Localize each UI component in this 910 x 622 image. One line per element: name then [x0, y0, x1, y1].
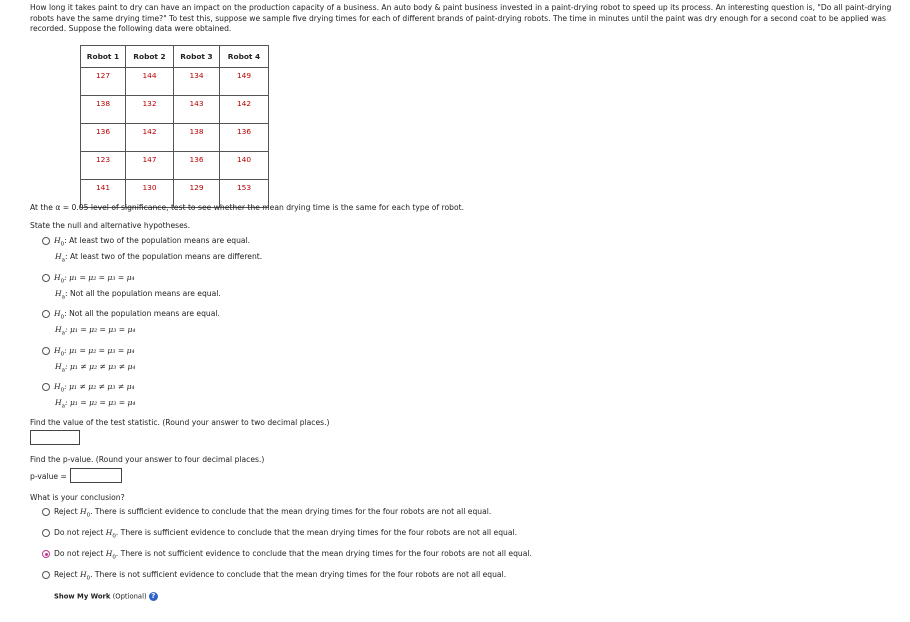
- pvalue-label: p-value =: [30, 472, 67, 481]
- table-cell: 142: [220, 96, 269, 124]
- pvalue-input[interactable]: [70, 468, 122, 483]
- table-row: [81, 124, 269, 152]
- radio-button[interactable]: [42, 529, 50, 537]
- table-cell: 138: [81, 96, 126, 124]
- hypotheses-prompt: State the null and alternative hypotheses.: [30, 221, 191, 230]
- table-cell: 136: [220, 124, 269, 152]
- table-cell: 147: [126, 152, 174, 180]
- table-row: [81, 96, 269, 124]
- table-cell: 138: [174, 124, 220, 152]
- radio-button[interactable]: [42, 310, 50, 318]
- table-cell: 143: [174, 96, 220, 124]
- radio-button[interactable]: [42, 508, 50, 516]
- table-cell: 130: [126, 180, 174, 208]
- hypothesis-option-5[interactable]: $H_0$: μ₁ ≠ μ₂ ≠ μ₃ ≠ μ₄ $H_a$: μ₁ = μ₂ = μ₃ = μ₄: [42, 381, 135, 412]
- hypothesis-option-3[interactable]: $H_0$: Not all the population means are equal. $H_a$: μ₁ = μ₂ = μ₃ = μ₄: [42, 308, 220, 339]
- table-cell: 136: [174, 152, 220, 180]
- table-cell: 127: [81, 68, 126, 96]
- show-my-work-link[interactable]: Show My Work (Optional) ?: [54, 592, 158, 601]
- table-cell: 136: [81, 124, 126, 152]
- hypothesis-option-2[interactable]: $H_0$: μ₁ = μ₂ = μ₃ = μ₄ $H_a$: Not all the population means are equal.: [42, 272, 221, 303]
- hypothesis-option-1[interactable]: $H_0$: At least two of the population means are equal. $H_a$: At least two of the population means are different.: [42, 235, 262, 266]
- radio-button[interactable]: [42, 347, 50, 355]
- table-cell: 149: [220, 68, 269, 96]
- problem-intro: How long it takes paint to dry can have an impact on the production capacity of a business. An auto body & paint business invested in a paint-drying robot to speed up its process. An interesting question is, "Do all paint-drying robots have the same drying time?" To test this, suppose we sample five drying times for each of different brands of paint-drying robots. The time in minutes until the paint was dry enough for a second coat to be applied was recorded. Suppose the following data were obtained.: [30, 3, 892, 33]
- conclusion-option-3[interactable]: Do not reject $H_0$. There is not sufficient evidence to conclude that the mean drying times for the four robots are not all equal.: [42, 549, 532, 561]
- header-robot-3: Robot 3: [174, 46, 220, 68]
- table-cell: 153: [220, 180, 269, 208]
- table-row: [81, 68, 269, 96]
- conclusion-option-1[interactable]: Reject $H_0$. There is sufficient evidence to conclude that the mean drying times for the four robots are not all equal.: [42, 507, 491, 519]
- test-stat-input[interactable]: [30, 430, 80, 445]
- radio-button[interactable]: [42, 237, 50, 245]
- conclusion-option-4[interactable]: Reject $H_0$. There is not sufficient evidence to conclude that the mean drying times for the four robots are not all equal.: [42, 570, 506, 582]
- table-cell: 140: [220, 152, 269, 180]
- conclusion-option-2[interactable]: Do not reject $H_0$. There is sufficient evidence to conclude that the mean drying times for the four robots are not all equal.: [42, 528, 517, 540]
- help-icon[interactable]: ?: [149, 592, 158, 601]
- radio-button-selected[interactable]: [42, 550, 50, 558]
- table-row: [81, 152, 269, 180]
- table-cell: 141: [81, 180, 126, 208]
- table-cell: 134: [174, 68, 220, 96]
- table-cell: 132: [126, 96, 174, 124]
- radio-button[interactable]: [42, 571, 50, 579]
- pvalue-prompt: Find the p-value. (Round your answer to four decimal places.): [30, 455, 265, 464]
- significance-text: At the α = 0.05 level of significance, test to see whether the mean drying time is the same for each type of robot.: [30, 203, 464, 212]
- table-cell: 123: [81, 152, 126, 180]
- table-cell: 129: [174, 180, 220, 208]
- test-stat-prompt: Find the value of the test statistic. (Round your answer to two decimal places.): [30, 418, 330, 427]
- hypothesis-option-4[interactable]: $H_0$: μ₁ = μ₂ = μ₃ = μ₄ $H_a$: μ₁ ≠ μ₂ ≠ μ₃ ≠ μ₄: [42, 345, 135, 376]
- data-table: [80, 45, 269, 208]
- radio-button[interactable]: [42, 383, 50, 391]
- header-robot-4: Robot 4: [220, 46, 269, 68]
- conclusion-prompt: What is your conclusion?: [30, 493, 125, 502]
- header-robot-1: Robot 1: [81, 46, 126, 68]
- table-cell: 144: [126, 68, 174, 96]
- radio-button[interactable]: [42, 274, 50, 282]
- table-cell: 142: [126, 124, 174, 152]
- header-robot-2: Robot 2: [126, 46, 174, 68]
